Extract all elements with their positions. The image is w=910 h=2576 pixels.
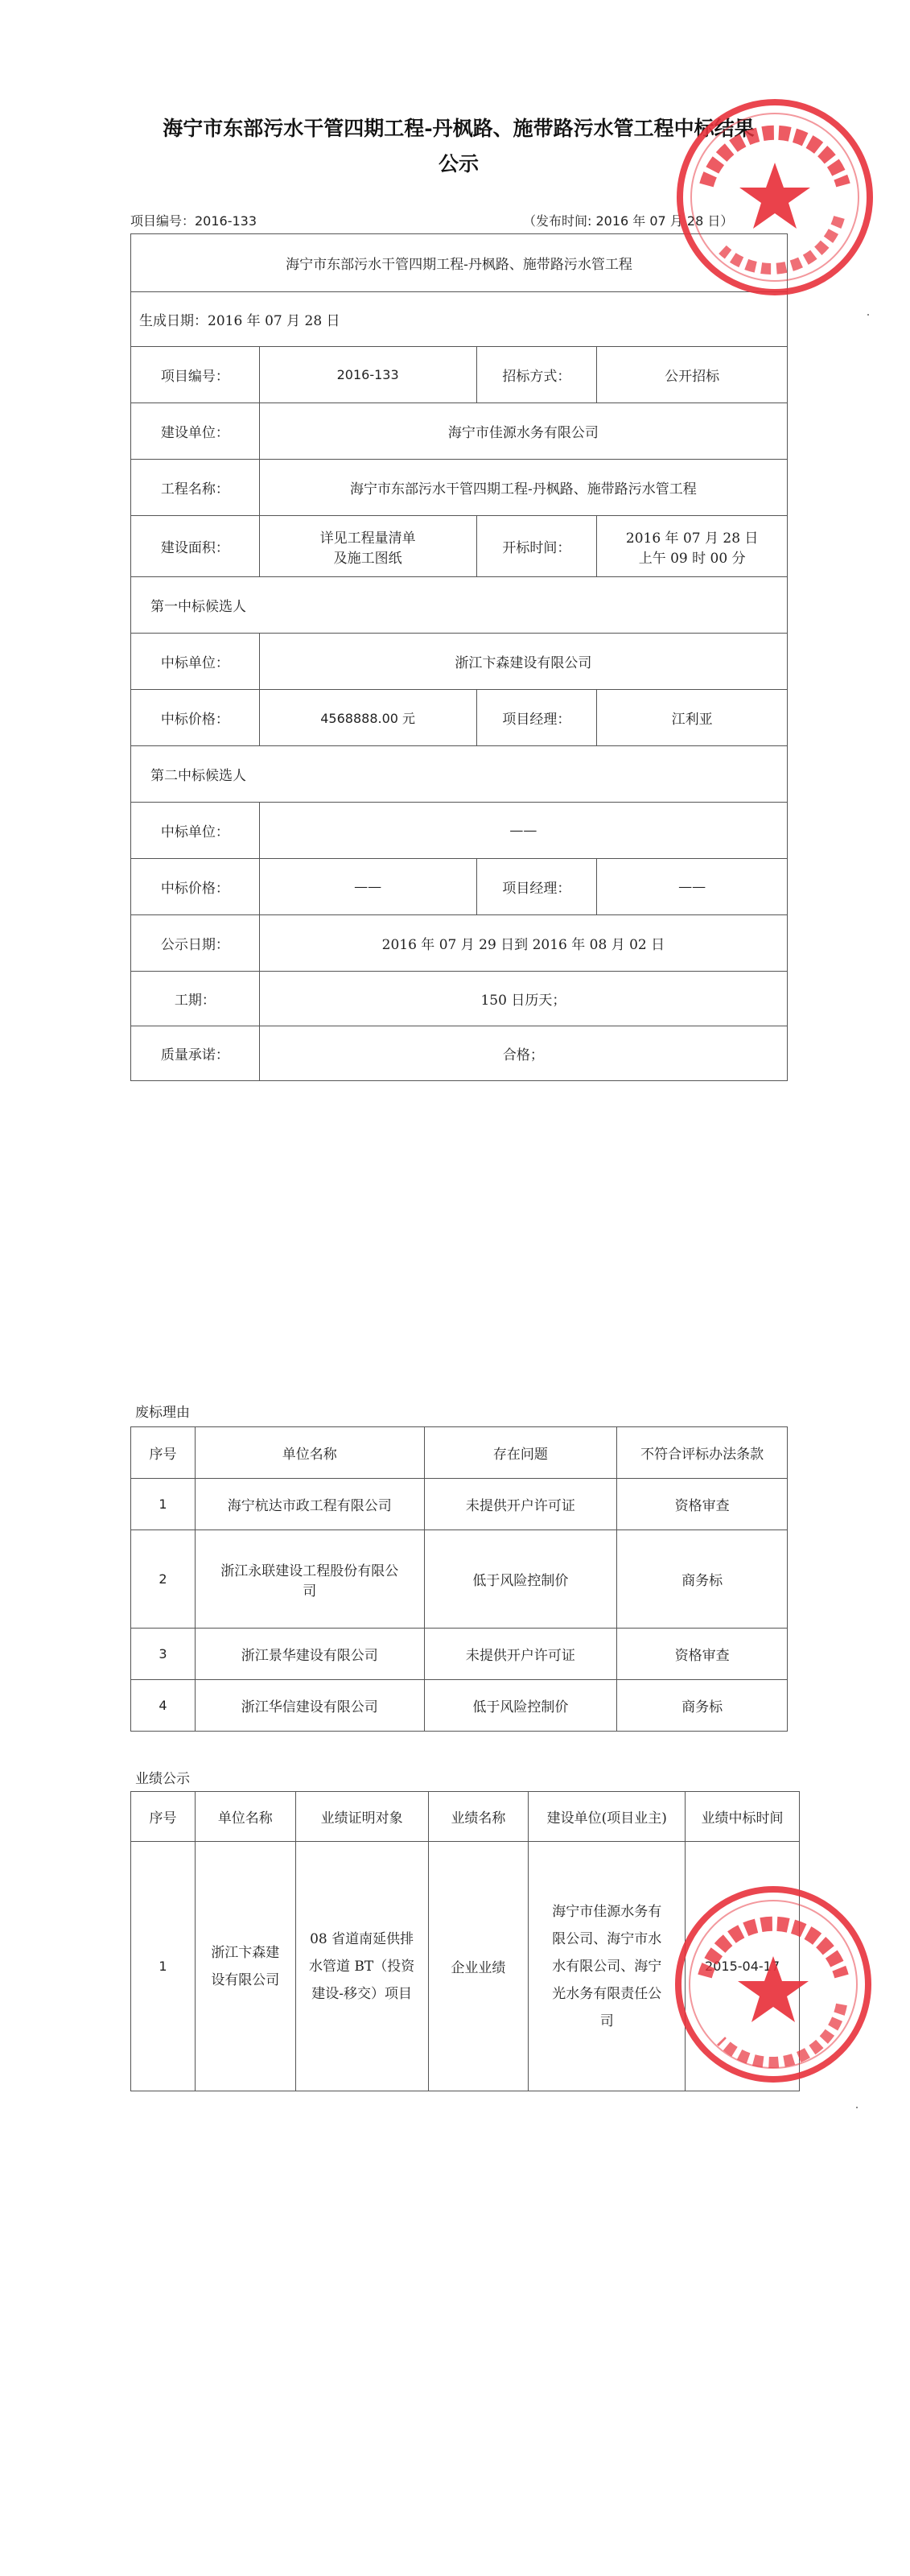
perf-unit-line-1: 浙江卞森建 <box>211 1944 280 1961</box>
perf-row-no: 1 <box>131 1842 196 2091</box>
area-value <box>259 516 476 577</box>
publish-time-label: （发布时间: 2016 年 07 月 28 日） <box>523 213 734 229</box>
perf-object-line-1: 08 省道南延供排 <box>310 1930 414 1947</box>
table-row <box>131 1530 788 1629</box>
perf-owner-line-5: 司 <box>599 2013 614 2029</box>
perf-owner-line-3: 水有限公司、海宁 <box>552 1958 662 1975</box>
perf-row-date: 2015-04-17 <box>686 1842 800 2091</box>
second-unit-key: 中标单位： <box>131 803 260 859</box>
perf-unit-line-2: 设有限公司 <box>211 1971 280 1988</box>
project-no-value: 2016-133 <box>259 347 476 403</box>
open-time-line-2: 上午 09 时 00 分 <box>638 550 746 567</box>
row-issue: 低于风险控制价 <box>424 1530 617 1629</box>
project-name-value: 海宁市东部污水干管四期工程-丹枫路、施带路污水管工程 <box>259 460 787 516</box>
perf-header-object: 业绩证明对象 <box>295 1792 428 1842</box>
perf-row-object <box>295 1842 428 2091</box>
duration-key: 工期： <box>131 972 260 1026</box>
perf-header-date: 业绩中标时间 <box>686 1792 800 1842</box>
scan-dot <box>856 2107 858 2108</box>
public-date-value: 2016 年 07 月 29 日到 2016 年 08 月 02 日 <box>259 915 787 972</box>
second-unit-value: —— <box>259 803 787 859</box>
perf-owner-line-2: 限公司、海宁市水 <box>552 1930 662 1947</box>
generate-date: 生成日期：2016 年 07 月 28 日 <box>131 292 788 347</box>
first-manager-key: 项目经理： <box>476 690 597 746</box>
tender-method-value: 公开招标 <box>597 347 788 403</box>
official-seal-bottom <box>673 1884 874 2085</box>
area-value-line-2: 及施工图纸 <box>333 550 402 567</box>
perf-object-line-3: 建设-移交）项目 <box>311 1985 412 2002</box>
second-price-key: 中标价格： <box>131 859 260 915</box>
second-manager-key: 项目经理： <box>476 859 597 915</box>
row-unit <box>195 1530 424 1629</box>
waste-header-no: 序号 <box>131 1427 196 1479</box>
perf-header-name: 业绩名称 <box>428 1792 529 1842</box>
row-no: 1 <box>131 1479 196 1530</box>
project-no-key: 项目编号： <box>131 347 260 403</box>
title-line-1: 海宁市东部污水干管四期工程-丹枫路、施带路污水管工程中标结果 <box>163 117 755 140</box>
first-candidate-heading: 第一中标候选人 <box>131 577 788 634</box>
first-price-value: 4568888.00 元 <box>259 690 476 746</box>
table-header-project: 海宁市东部污水干管四期工程-丹枫路、施带路污水管工程 <box>131 234 788 292</box>
first-manager-value: 江利亚 <box>597 690 788 746</box>
row-no: 4 <box>131 1680 196 1732</box>
row-clause: 资格审查 <box>617 1479 788 1530</box>
official-seal-top <box>674 97 875 298</box>
table-row <box>131 1629 788 1680</box>
open-time-value <box>597 516 788 577</box>
second-candidate-heading: 第二中标候选人 <box>131 746 788 803</box>
first-price-key: 中标价格： <box>131 690 260 746</box>
perf-row-unit <box>195 1842 295 2091</box>
perf-row-owner <box>529 1842 686 2091</box>
waste-header-unit: 单位名称 <box>195 1427 424 1479</box>
public-date-key: 公示日期： <box>131 915 260 972</box>
perf-object-line-2: 水管道 BT（投资 <box>309 1958 415 1975</box>
row-unit-line-1: 浙江永联建设工程股份有限公 <box>220 1563 399 1579</box>
row-issue: 未提供开户许可证 <box>424 1479 617 1530</box>
waste-header-issue: 存在问题 <box>424 1427 617 1479</box>
first-unit-key: 中标单位： <box>131 634 260 690</box>
area-value-line-1: 详见工程量清单 <box>319 530 416 547</box>
perf-row-name: 企业业绩 <box>428 1842 529 2091</box>
bid-result-table <box>130 233 788 1081</box>
second-manager-value: —— <box>597 859 788 915</box>
performance-section-label: 业绩公示 <box>135 1771 190 1787</box>
perf-header-owner: 建设单位(项目业主) <box>529 1792 686 1842</box>
table-row <box>131 1479 788 1530</box>
builder-value: 海宁市佳源水务有限公司 <box>259 403 787 460</box>
quality-value: 合格； <box>259 1026 787 1081</box>
perf-header-unit: 单位名称 <box>195 1792 295 1842</box>
row-unit: 浙江景华建设有限公司 <box>195 1629 424 1680</box>
row-issue: 未提供开户许可证 <box>424 1629 617 1680</box>
row-no: 2 <box>131 1530 196 1629</box>
area-key: 建设面积： <box>131 516 260 577</box>
table-row <box>131 1680 788 1732</box>
scan-dot <box>867 314 869 316</box>
duration-value: 150 日历天； <box>259 972 787 1026</box>
row-unit-line-2: 司 <box>303 1583 317 1600</box>
open-time-key: 开标时间： <box>476 516 597 577</box>
row-no: 3 <box>131 1629 196 1680</box>
row-clause: 商务标 <box>617 1680 788 1732</box>
perf-owner-line-1: 海宁市佳源水务有 <box>552 1903 662 1920</box>
builder-key: 建设单位： <box>131 403 260 460</box>
waste-header-clause: 不符合评标办法条款 <box>617 1427 788 1479</box>
project-number-label: 项目编号：2016-133 <box>130 213 257 229</box>
row-issue: 低于风险控制价 <box>424 1680 617 1732</box>
perf-owner-line-4: 光水务有限责任公 <box>552 1985 662 2002</box>
title-line-2: 公示 <box>438 152 479 175</box>
tender-method-key: 招标方式： <box>476 347 597 403</box>
open-time-line-1: 2016 年 07 月 28 日 <box>625 530 759 547</box>
second-price-value: —— <box>259 859 476 915</box>
quality-key: 质量承诺： <box>131 1026 260 1081</box>
waste-section-label: 废标理由 <box>135 1405 190 1421</box>
row-clause: 资格审查 <box>617 1629 788 1680</box>
first-unit-value: 浙江卞森建设有限公司 <box>259 634 787 690</box>
waste-bid-table <box>130 1426 788 1732</box>
row-unit: 浙江华信建设有限公司 <box>195 1680 424 1732</box>
project-name-key: 工程名称： <box>131 460 260 516</box>
row-clause: 商务标 <box>617 1530 788 1629</box>
perf-header-no: 序号 <box>131 1792 196 1842</box>
row-unit: 海宁杭达市政工程有限公司 <box>195 1479 424 1530</box>
